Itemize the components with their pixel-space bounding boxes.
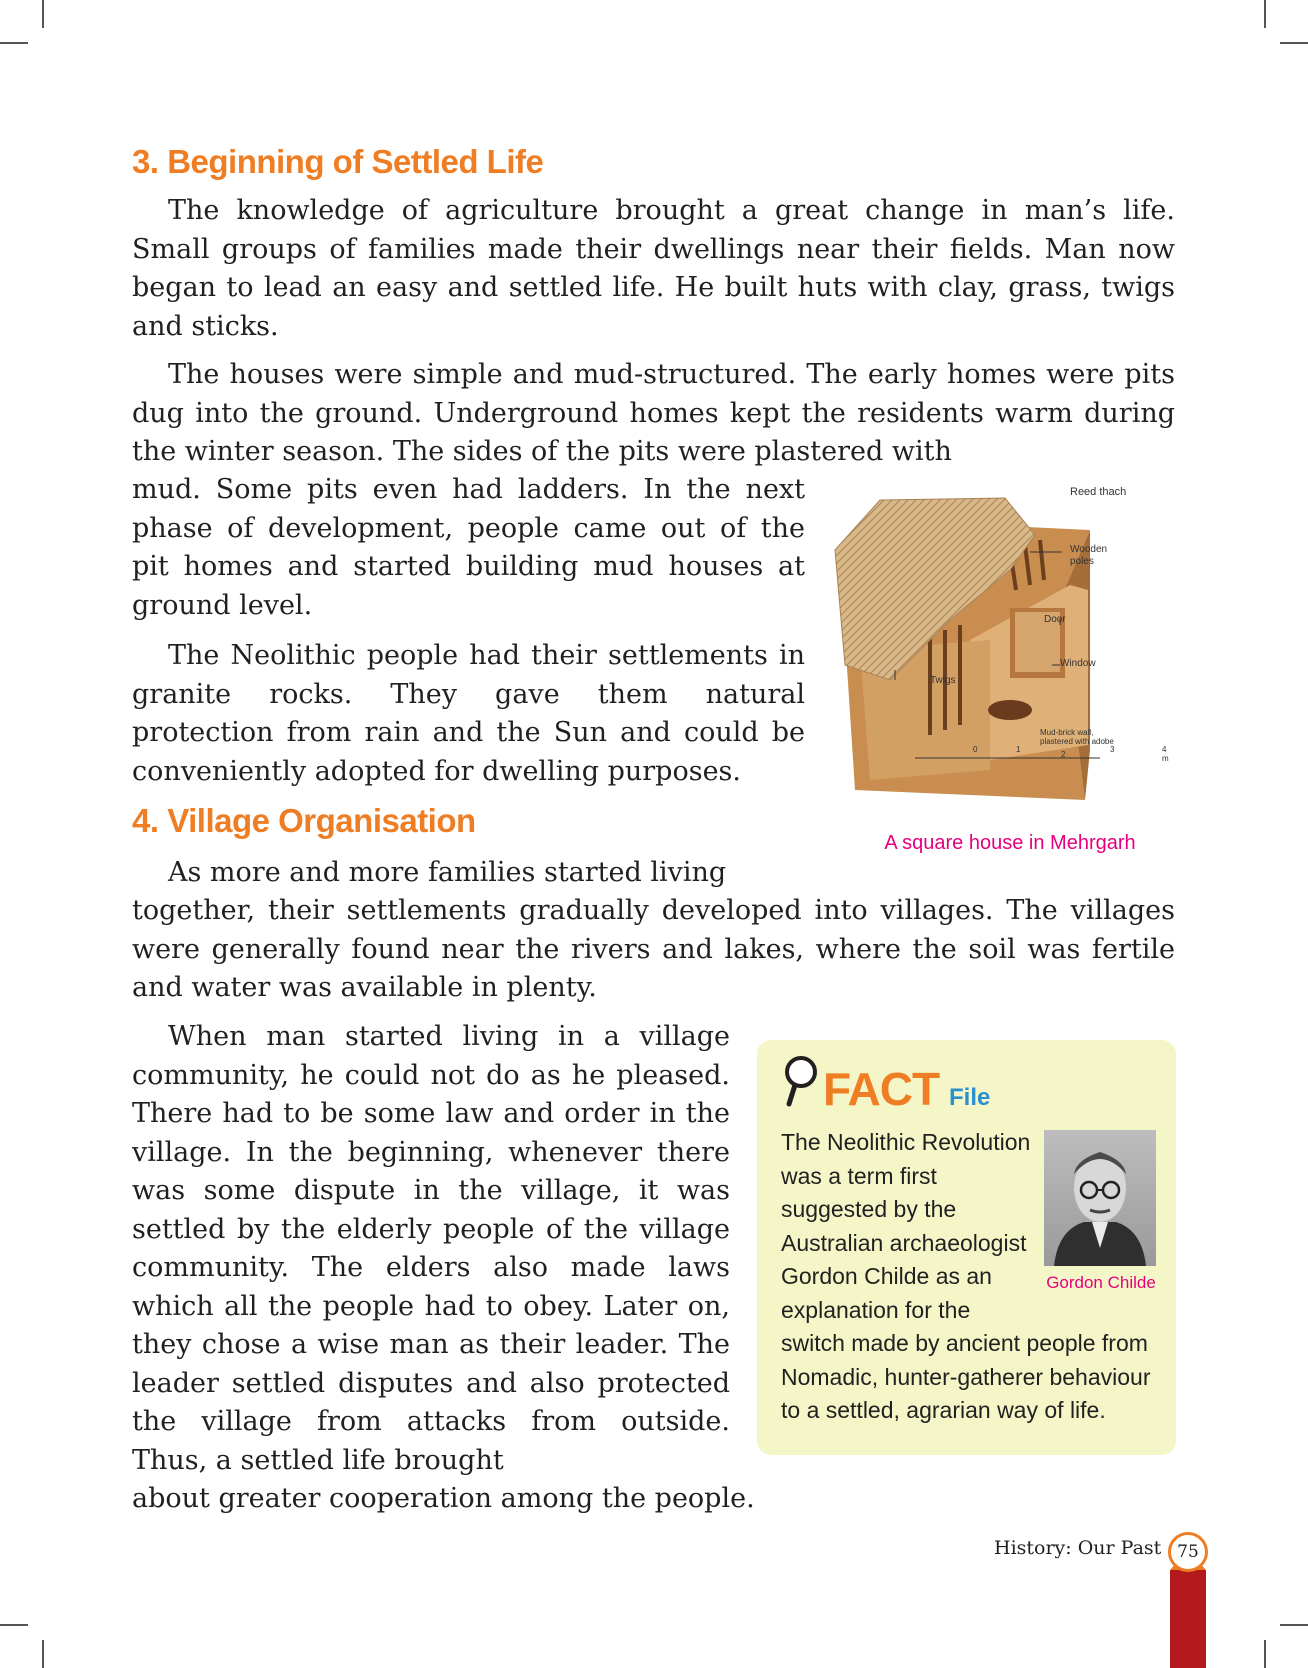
fact-file-box bbox=[757, 1040, 1176, 1455]
magnifier-icon bbox=[781, 1054, 823, 1108]
fact-line: explanation for the bbox=[781, 1296, 971, 1323]
fact-line: Gordon Childe as an bbox=[781, 1263, 992, 1289]
gordon-childe-portrait bbox=[1044, 1130, 1156, 1266]
crop-mark bbox=[0, 42, 28, 44]
page-number: 75 bbox=[1168, 1532, 1208, 1572]
label-mudbrick-2: plastered with adobe bbox=[1040, 737, 1114, 746]
book-title: History: Our Past bbox=[994, 1537, 1162, 1559]
label-twigs: Twigs bbox=[930, 675, 956, 686]
paragraph-agriculture: The knowledge of agriculture brought a great change in man’s life. Small groups of families made their dwellings near their fields. Man now began to lead an easy and settled life. He built huts with clay, grass, twigs and sticks. bbox=[132, 195, 1175, 342]
paragraph-houses-cont: mud. Some pits even had ladders. In the next phase of development, people came out of the pit homes and started building mud houses at ground level. bbox=[132, 474, 805, 621]
fact-line: suggested by the bbox=[781, 1196, 957, 1222]
scale-tick-label: 2 bbox=[1061, 750, 1066, 759]
crop-mark bbox=[1264, 0, 1266, 28]
fact-line: was a term first bbox=[781, 1162, 937, 1189]
paragraph-houses: The houses were simple and mud-structured. The early homes were pits dug into the ground. Underground homes kept the residents warm during the winter season. The sides of the pits were plastered with bbox=[132, 359, 1175, 467]
scale-tick-label: 0 bbox=[973, 745, 978, 754]
label-wooden: Wooden bbox=[1070, 544, 1108, 555]
scale-tick-label: 3 bbox=[1110, 745, 1115, 754]
crop-mark bbox=[42, 1640, 44, 1668]
crop-mark bbox=[42, 0, 44, 28]
fact-line: The Neolithic Revolution bbox=[781, 1129, 1031, 1155]
label-door: Door bbox=[1044, 614, 1066, 625]
fact-line: switch made by ancient people from bbox=[781, 1330, 1148, 1356]
crop-mark bbox=[0, 1624, 28, 1626]
house-illustration bbox=[830, 486, 1175, 815]
paragraph-cooperation: about greater cooperation among the people. bbox=[132, 1483, 755, 1514]
label-mudbrick-1: Mud-brick wall, bbox=[1040, 728, 1094, 737]
portrait-caption: Gordon Childe bbox=[1046, 1273, 1156, 1292]
fact-line: Australian archaeologist bbox=[781, 1229, 1027, 1256]
label-window: Window bbox=[1060, 658, 1096, 669]
portrait-silhouette bbox=[1044, 1130, 1156, 1266]
paragraph-village-line1: As more and more families started living bbox=[168, 857, 727, 888]
paragraph-law-order: When man started living in a village community, he could not do as he pleased. There had to be some law and order in the village. In the beginning, whenever there was some dispute in the village, it was settled by the elderly people of the village community. The elders also made laws which all the people had to obey. Later on, they chose a wise man as their leader. The leader settled disputes and also protected the village from attacks from outside. Thus, a settled life brought bbox=[132, 1021, 730, 1476]
mehrgarh-house-drawing bbox=[830, 490, 1175, 815]
section-heading-settled-life: 3. Beginning of Settled Life bbox=[132, 143, 544, 180]
section-heading-village: 4. Village Organisation bbox=[132, 802, 476, 839]
fact-line: to a settled, agrarian way of life. bbox=[781, 1397, 1106, 1423]
scale-tick-label: 4 m bbox=[1162, 745, 1169, 763]
paragraph-neolithic: The Neolithic people had their settlements in granite rocks. They gave them natural protection from rain and the Sun and could be conveniently adopted for dwelling purposes. bbox=[132, 640, 805, 787]
crop-mark bbox=[1264, 1640, 1266, 1668]
crop-mark bbox=[1280, 42, 1308, 44]
fact-line: Nomadic, hunter-gatherer behaviour bbox=[781, 1363, 1151, 1390]
fact-title: FACT bbox=[823, 1063, 940, 1115]
label-poles: poles bbox=[1070, 556, 1094, 567]
label-reed-thatch: Reed thach bbox=[1070, 486, 1127, 498]
scale-tick-label: 1 bbox=[1016, 745, 1021, 754]
crop-mark bbox=[1280, 1624, 1308, 1626]
fact-subtitle: File bbox=[949, 1084, 991, 1111]
paragraph-village: together, their settlements gradually developed into villages. The villages were generally found near the rivers and lakes, where the soil was fertile and water was available in plenty. bbox=[132, 895, 1175, 1003]
figure-caption: A square house in Mehrgarh bbox=[884, 832, 1136, 854]
